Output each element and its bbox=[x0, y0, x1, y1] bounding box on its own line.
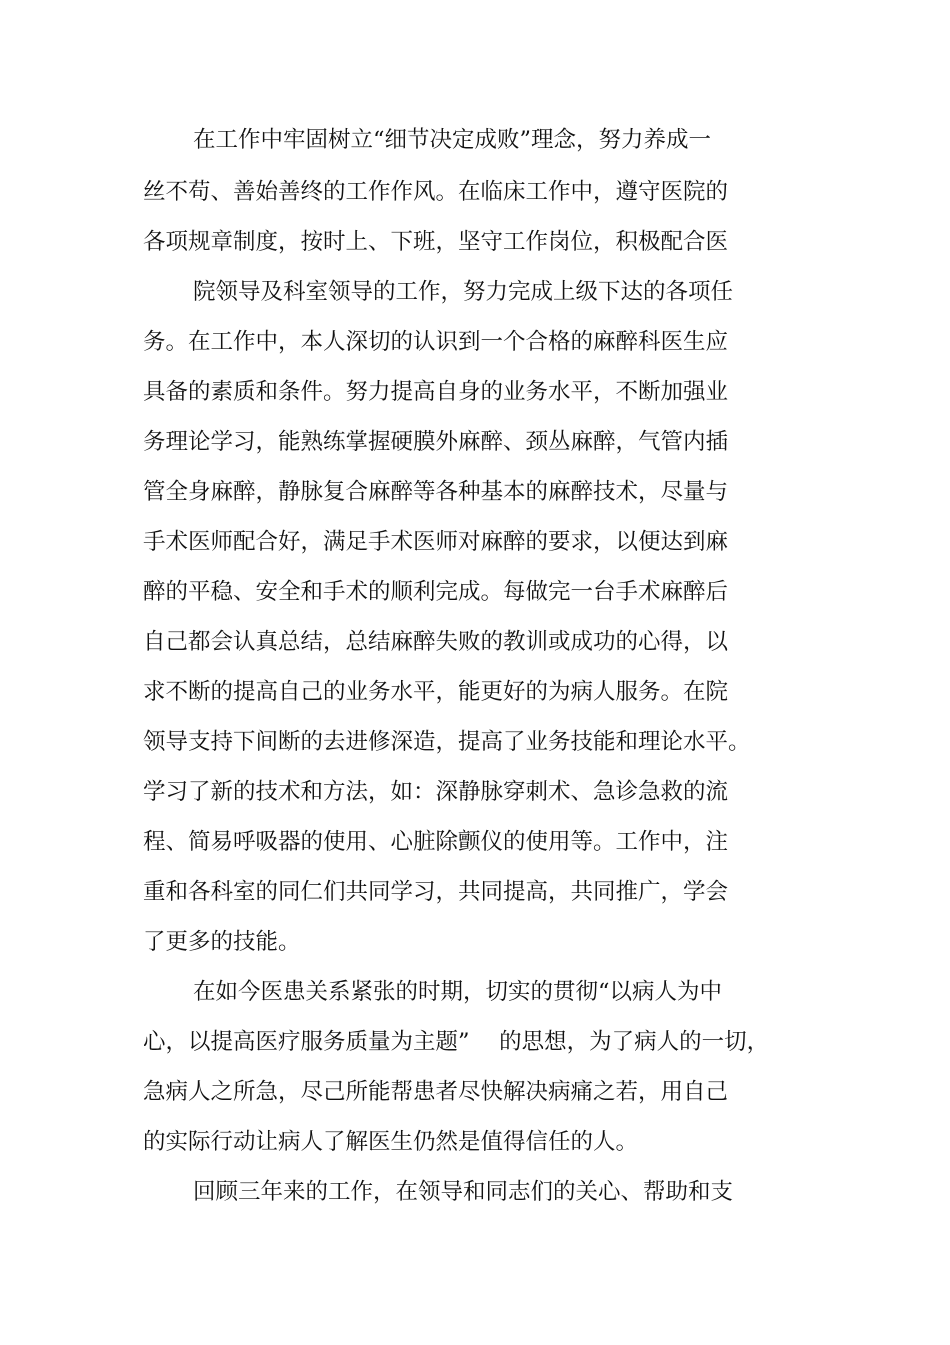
paragraph-line: 手术医师配合好，满足手术医师对麻醉的要求，以便达到麻 bbox=[143, 529, 729, 555]
paragraph-line: 求不断的提高自己的业务水平，能更好的为病人服务。在院 bbox=[143, 679, 729, 705]
paragraph-line: 丝不苟、善始善终的工作作风。在临床工作中，遵守医院的 bbox=[143, 179, 729, 205]
paragraph-line: 具备的素质和条件。努力提高自身的业务水平，不断加强业 bbox=[143, 379, 729, 405]
paragraph-line: 务。在工作中，本人深切的认识到一个合格的麻醉科医生应 bbox=[143, 329, 729, 355]
paragraph-line: 领导支持下间断的去进修深造，提高了业务技能和理论水平。 bbox=[143, 729, 751, 755]
paragraph-line: 管全身麻醉，静脉复合麻醉等各种基本的麻醉技术，尽量与 bbox=[143, 479, 729, 505]
paragraph-line: 各项规章制度，按时上、下班，坚守工作岗位，积极配合医 bbox=[143, 229, 729, 255]
paragraph-line: 的实际行动让病人了解医生仍然是值得信任的人。 bbox=[143, 1129, 639, 1155]
paragraph-line: 急病人之所急，尽己所能帮患者尽快解决病痛之若，用自己 bbox=[143, 1079, 729, 1105]
paragraph-line: 心，以提高医疗服务质量为主题” 的思想，为了病人的一切， bbox=[143, 1029, 770, 1055]
paragraph-line: 程、简易呼吸器的使用、心脏除颤仪的使用等。工作中，注 bbox=[143, 829, 729, 855]
paragraph-line: 回顾三年来的工作，在领导和同志们的关心、帮助和支 bbox=[193, 1179, 734, 1205]
paragraph-line: 重和各科室的同仁们共同学习，共同提高，共同推广，学会 bbox=[143, 879, 729, 905]
paragraph-line: 了更多的技能。 bbox=[143, 929, 301, 955]
paragraph-line: 自己都会认真总结，总结麻醉失败的教训或成功的心得，以 bbox=[143, 629, 729, 655]
paragraph-line: 务理论学习，能熟练掌握硬膜外麻醉、颈丛麻醉，气管内插 bbox=[143, 429, 729, 455]
paragraph-line: 醉的平稳、安全和手术的顺利完成。每做完一台手术麻醉后 bbox=[143, 579, 729, 605]
paragraph-line: 学习了新的技术和方法，如：深静脉穿刺术、急诊急救的流 bbox=[143, 779, 729, 805]
paragraph-line: 院领导及科室领导的工作，努力完成上级下达的各项任 bbox=[193, 279, 734, 305]
paragraph-line: 在工作中牢固树立“细节决定成败”理念，努力养成一 bbox=[193, 127, 712, 153]
paragraph-line: 在如今医患关系紧张的时期，切实的贯彻“以病人为中 bbox=[193, 979, 723, 1005]
